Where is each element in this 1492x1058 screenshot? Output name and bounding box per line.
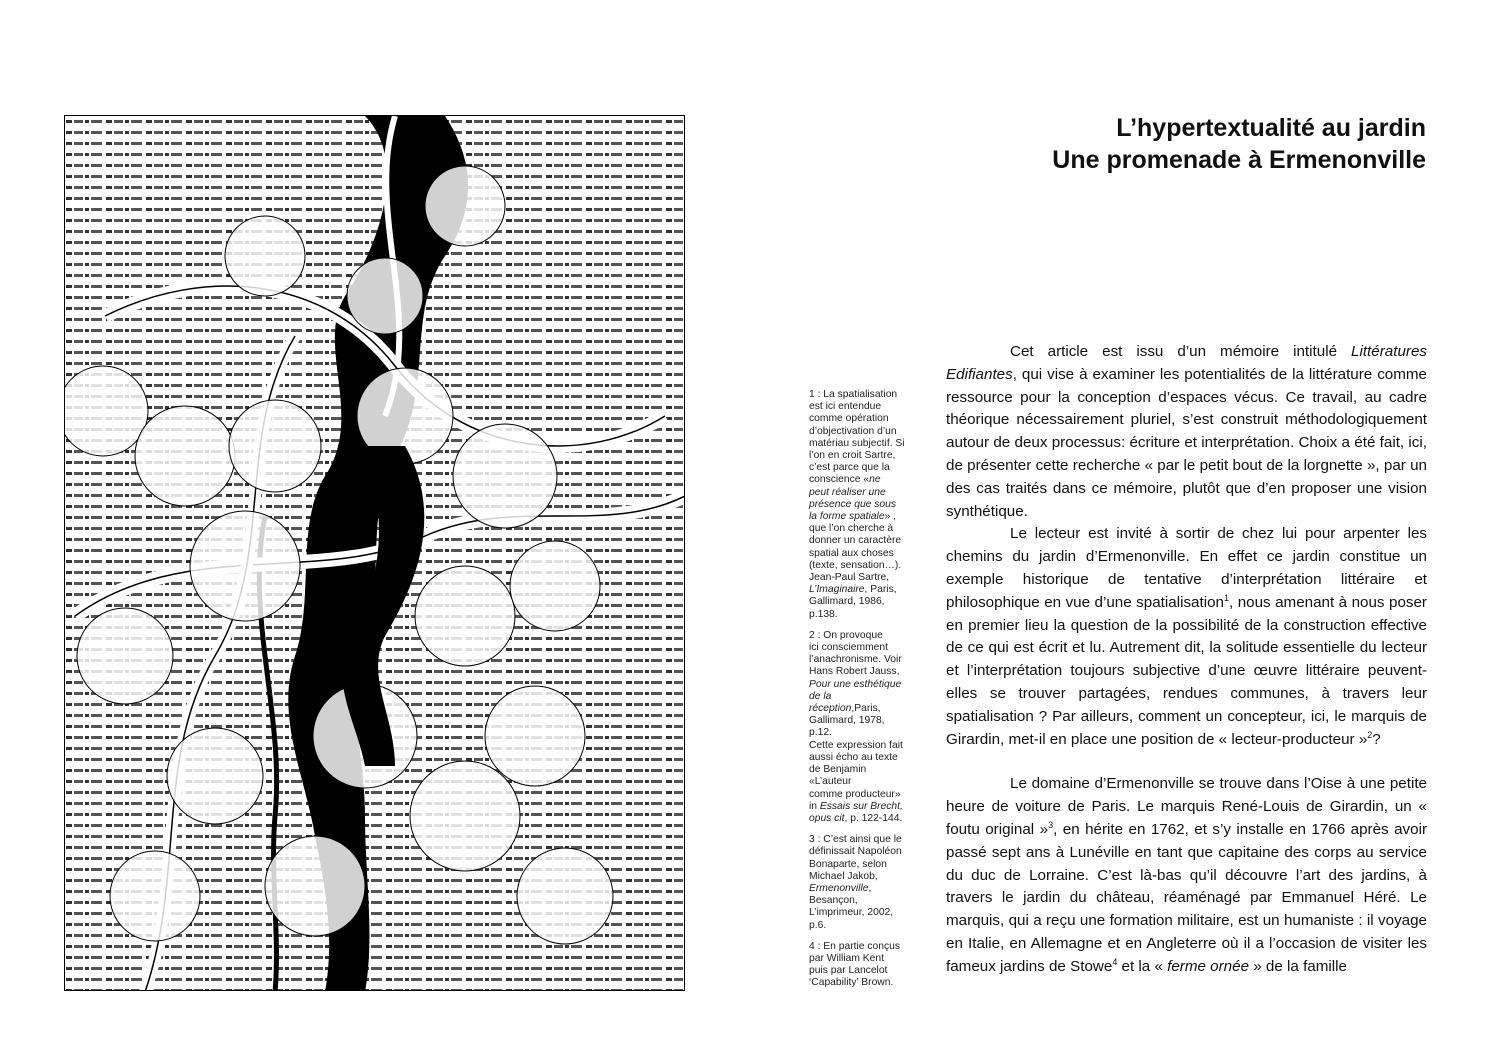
footnote-text: 4 : En partie conçus par William Kent puis par Lancelot ‘Capability’ Brown. <box>809 940 901 989</box>
footnote-text: 2 : On provoque ici consciemment l’anachronisme. Voir Hans Robert Jauss, <box>809 629 902 678</box>
paragraph-3 <box>946 773 1427 978</box>
paragraph-2 <box>946 523 1427 751</box>
footnote-text: , p. 122-144. <box>844 812 903 824</box>
footnote-ref-1: 1 <box>1223 592 1229 603</box>
footnotes-column <box>809 389 905 999</box>
paragraph-text: Le domaine d’Ermenonville se trouve dans l’Oise à une petite heure de voiture de Paris. Le marquis René-Louis de Girardin, un « foutu original » <box>946 775 1427 838</box>
footnote-ref-2: 2 <box>1367 729 1373 740</box>
paragraph-text: ? <box>1372 730 1381 748</box>
footnote-3 <box>809 834 905 932</box>
footnote-italic: ne peut réaliser une présence que sous la forme spatiale <box>809 474 897 523</box>
page-title <box>1052 112 1426 176</box>
footnote-italic: Pour une esthétique de la réception <box>809 678 902 715</box>
paragraph-italic: ferme ornée <box>1167 957 1250 975</box>
ink-collage-illustration <box>64 115 685 991</box>
footnote-italic: Essais sur Brecht, opus cit <box>809 800 903 824</box>
article-body <box>946 341 1427 979</box>
footnote-4 <box>809 941 905 990</box>
paragraph-text: , qui vise à examiner les potentialités de la littérature comme ressource pour la conception d’espaces vécus. Ce travail, au cadre théorique nécessairement pluriel, s’est construit méthodologiquement autour de deux processus: écriture et interprétation. Choix a été fait, ici, de présenter cette recherche « par le petit bout de la lorgnette », par un des cas traités dans ce mémoire, plutôt que d’en proposer une vision synthétique. <box>946 365 1427 520</box>
footnote-text: » , que l’on cherche à donner un caractère spatial aux choses (texte, sensation…). Jean-Paul Sartre, <box>809 511 902 584</box>
paragraph-text: » de la famille <box>1249 957 1347 975</box>
paragraph-text: , en hérite en 1762, et s’y installe en 1766 après avoir passé sept ans à Lunéville en tant que capitaine des corps au service du duc de Lorraine. C’est là-bas qu’il découvre l’art des jardins, à travers le jardin du château, réaménagé par Emmanuel Héré. Le marquis, qui a reçu une formation militaire, est un humaniste : il voyage en Italie, en Allemagne et en Angleterre où il a l’occasion de visiter les fameux jardins de Stowe <box>946 820 1427 975</box>
footnote-text: 1 : La spatialisation est ici entendue comme opération d’objectivation d’un matériau subjectif. Si l’on en croit Sartre, c’est parce que la conscience « <box>809 389 905 486</box>
ink-collage-icon <box>65 116 685 991</box>
paragraph-text: et la « <box>1117 957 1168 975</box>
paragraph-italic: Littératures Edifiantes <box>946 343 1427 383</box>
paragraph-text: Cet article est issu d’un mémoire intitulé <box>1010 343 1352 360</box>
paragraph-1 <box>946 341 1427 523</box>
footnote-text: 3 : C’est ainsi que le définissait Napoléon Bonaparte, selon Michael Jakob, <box>809 834 902 882</box>
title-line-1: L’hypertextualité au jardin <box>1116 114 1426 142</box>
footnote-text: , Paris, Gallimard, 1986, p.138. <box>809 584 897 620</box>
footnote-text: , Besançon, L’imprimeur, 2002, p.6. <box>809 882 894 931</box>
footnote-ref-3: 3 <box>1048 819 1054 830</box>
footnote-1 <box>809 389 905 621</box>
footnote-italic: L’Imaginaire <box>809 584 865 596</box>
footnote-italic: Ermenonville <box>809 882 869 894</box>
footnote-text: ,Paris, Gallimard, 1978, p.12. Cette expression fait aussi écho au texte de Benjamin «L’auteur comme producteur» in <box>809 703 903 812</box>
paragraph-text: , nous amenant à nous poser en premier lieu la question de la possibilité de la construction effective de ce qui est écrit et lu. Autrement dit, la solitude essentielle du lecteur et l’interprétation toujours subjective d’une œuvre littéraire peuvent-elles se trouver partagées, rendues communes, à travers leur spatialisation ? Par ailleurs, comment un concepteur, ici, le marquis de Girardin, met-il en place une position de « lecteur-producteur » <box>946 593 1427 748</box>
footnote-2 <box>809 630 905 825</box>
paragraph-text: Le lecteur est invité à sortir de chez lui pour arpenter les chemins du jardin d’Ermenonville. En effet ce jardin constitue un exemple historique de tentative d’interprétation littéraire et philosophique en vue d’une spatialisation <box>946 525 1427 611</box>
title-line-2: Une promenade à Ermenonville <box>1052 146 1426 174</box>
footnote-ref-4: 4 <box>1112 956 1118 967</box>
